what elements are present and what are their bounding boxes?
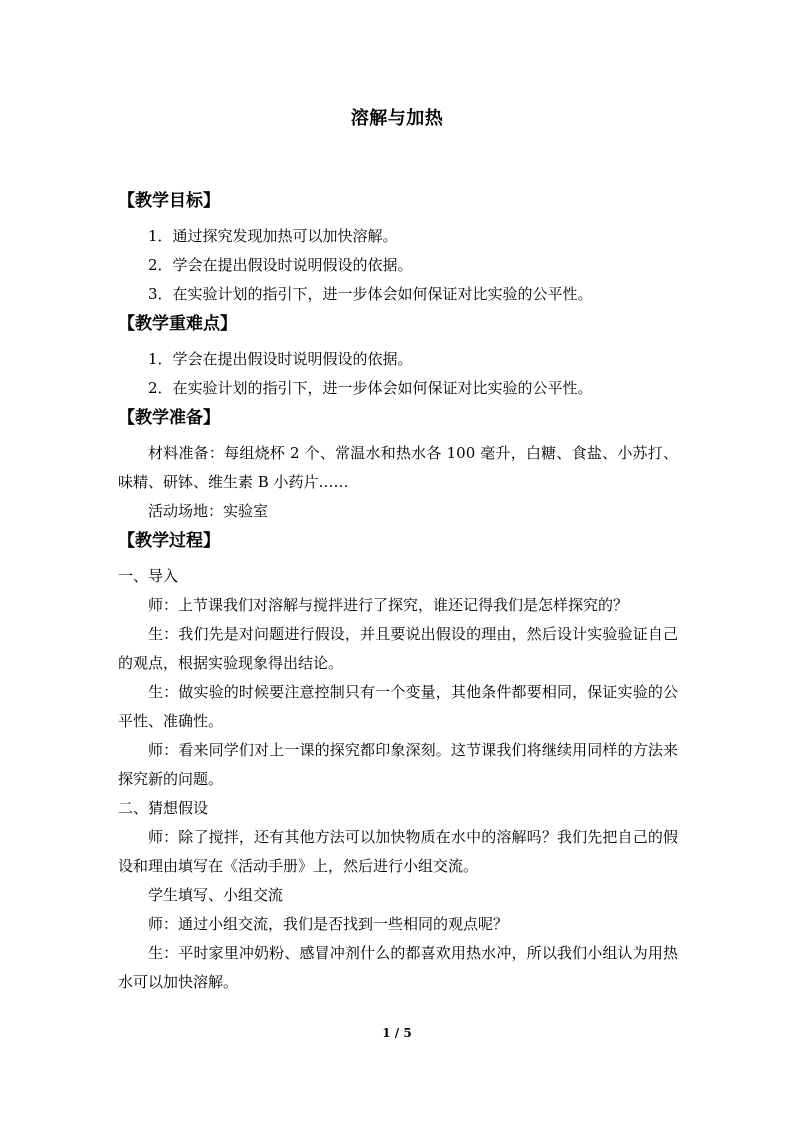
section-heading-goals: 【教学目标】: [118, 191, 220, 211]
goal-item: 3．在实验计划的指引下，进一步体会如何保证对比实验的公平性。: [148, 285, 593, 303]
page-number: 1 / 5: [382, 1026, 412, 1040]
dialogue-paragraph: 学生填写、小组交流: [148, 886, 284, 904]
dialogue-paragraph: 生：我们先是对问题进行假设，并且要说出假设的理由，然后设计实验验证自己的观点，根据实验现象得出结论。: [118, 625, 678, 672]
materials-paragraph: 材料准备：每组烧杯 2 个、常温水和热水各 100 毫升，白糖、食盐、小苏打、味精、研钵、维生素 B 小药片……: [118, 444, 678, 491]
goal-item: 1．通过探究发现加热可以加快溶解。: [148, 227, 398, 245]
document-body: [118, 186, 678, 997]
section-heading-preparation: 【教学准备】: [118, 408, 220, 428]
venue-paragraph: 活动场地：实验室: [148, 502, 269, 520]
goal-item: 2．学会在提出假设时说明假设的依据。: [148, 256, 413, 274]
section-heading-process: 【教学过程】: [118, 531, 220, 551]
key-point-item: 2．在实验计划的指引下，进一步体会如何保证对比实验的公平性。: [148, 379, 593, 397]
dialogue-paragraph: 师：除了搅拌，还有其他方法可以加快物质在水中的溶解吗？我们先把自己的假设和理由填写在《活动手册》上，然后进行小组交流。: [118, 828, 678, 875]
dialogue-paragraph: 生：做实验的时候要注意控制只有一个变量，其他条件都要相同，保证实验的公平性、准确性。: [118, 683, 678, 730]
dialogue-paragraph: 师：上节课我们对溶解与搅拌进行了探究，谁还记得我们是怎样探究的？: [148, 596, 629, 614]
process-part-title: 一、导入: [118, 567, 179, 585]
section-heading-key-points: 【教学重难点】: [118, 314, 237, 334]
process-part-title: 二、猜想假设: [118, 799, 209, 817]
document-title: 溶解与加热: [350, 108, 444, 129]
dialogue-paragraph: 生：平时家里冲奶粉、感冒冲剂什么的都喜欢用热水冲，所以我们小组认为用热水可以加快溶解。: [118, 944, 678, 991]
dialogue-paragraph: 师：看来同学们对上一课的探究都印象深刻。这节课我们将继续用同样的方法来探究新的问题。: [118, 741, 678, 788]
key-point-item: 1．学会在提出假设时说明假设的依据。: [148, 350, 413, 368]
dialogue-paragraph: 师：通过小组交流，我们是否找到一些相同的观点呢？: [148, 915, 509, 933]
